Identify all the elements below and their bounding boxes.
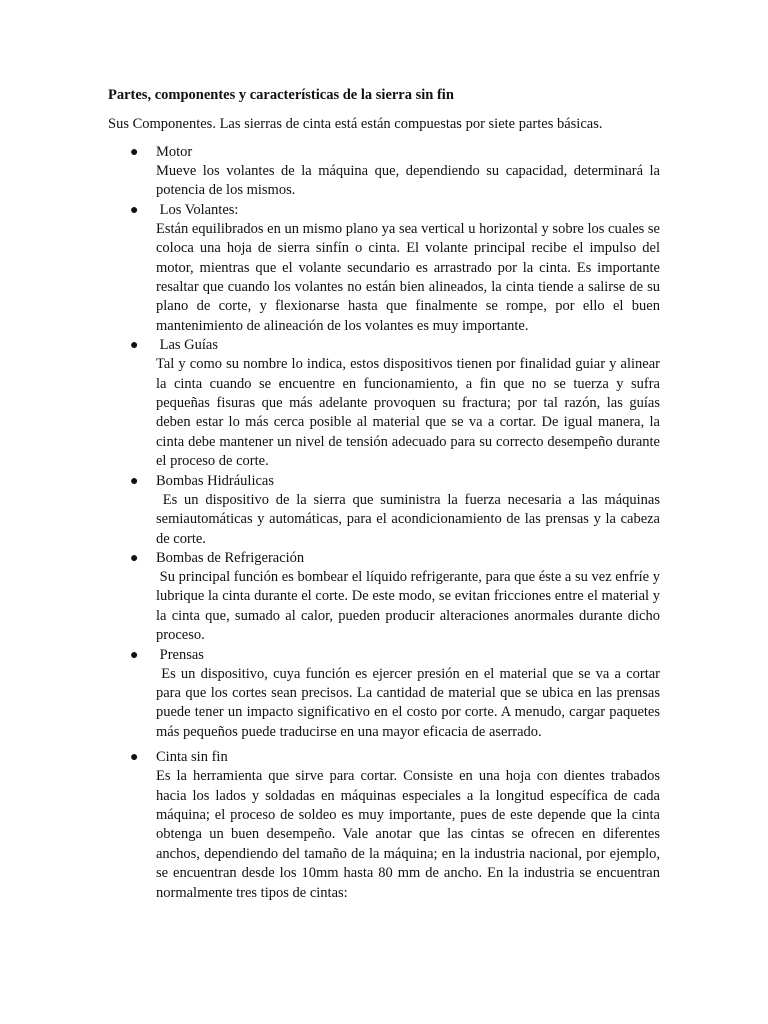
list-item-prensas: [108, 646, 664, 743]
bullet-icon: ●: [130, 338, 139, 354]
document-title: Partes, componentes y características de la sierra sin fin: [108, 87, 454, 103]
list-item-bombas-hidraulicas: [108, 472, 664, 549]
document-page: [108, 86, 664, 903]
list-item-title: Los Volantes:: [156, 201, 239, 218]
bullet-icon: ●: [130, 647, 139, 663]
list-item-description: Es un dispositivo, cuya función es ejercer presión en el material que se va a cortar para que los cortes sean precisos. La cantidad de material que se ubica en las prensas puede tener un impacto significativo en el costo por corte. A menudo, cargar paquetes más pequeños puede traducirse en una mayor eficacia de aserrado.: [156, 665, 664, 740]
list-item-description: Mueve los volantes de la máquina que, dependiendo su capacidad, determinará la potencia de los mismos.: [156, 163, 664, 199]
list-item-title: Cinta sin fin: [156, 749, 228, 766]
list-item-title: Bombas Hidráulicas: [156, 472, 274, 489]
list-item-guias: [108, 336, 664, 471]
list-item-description: Están equilibrados en un mismo plano ya sea vertical u horizontal y sobre los cuales se coloca una hoja de sierra sinfín o cinta. El volante principal recibe el impulso del motor, mientras que el volante secundario es arrastrado por la cinta. Es importante resaltar que cuando los volantes no están bien alineados, la cinta tiende a salirse de su plano de corte, y flexionarse hasta que finalmente se rompe, por ello el buen mantenimiento de alineación de los volantes es muy importante.: [156, 220, 664, 334]
bullet-icon: ●: [130, 550, 139, 566]
list-item-description: Su principal función es bombear el líquido refrigerante, para que éste a su vez enfríe y lubrique la cinta durante el corte. De este modo, se evitan fricciones entre el material y la cinta que, sumado al calor, pueden producir alteraciones anormales durante dicho proceso.: [156, 568, 664, 644]
components-list: [108, 143, 664, 903]
bullet-icon: ●: [130, 202, 139, 218]
list-item-description: Es un dispositivo de la sierra que suministra la fuerza necesaria a las máquinas semiautomáticas y automáticas, para el acondicionamiento de las prensas y la cabeza de corte.: [156, 491, 664, 547]
list-item-title: Bombas de Refrigeración: [156, 549, 305, 566]
list-item-description: Es la herramienta que sirve para cortar. Consiste en una hoja con dientes trabados hacia los lados y soldadas en máquinas especiales a la longitud específica de cada máquina; el proceso de soldeo es muy importante, pues de este depende que la cinta obtenga un buen desempeño. Vale anotar que las cintas se ofrecen en diferentes anchos, dependiendo del tamaño de la máquina; en la industria nacional, por ejemplo, se encuentran desde los 10mm hasta 80 mm de ancho. En la industria se encuentran normalmente tres tipos de cintas:: [156, 768, 664, 901]
list-item-volantes: [108, 201, 664, 336]
list-item-title: Motor: [156, 144, 193, 160]
bullet-icon: ●: [130, 750, 139, 766]
list-item-title: Las Guías: [156, 337, 219, 354]
list-item-description: Tal y como su nombre lo indica, estos dispositivos tienen por finalidad guiar y alinear la cinta cuando se encuentre en funcionamiento, a fin que no se tuerza y sufra pequeñas fisuras que más adelante provoquen su fractura; por tal razón, las guías deben estar lo más cerca posible al material que se va a cortar. De igual manera, la cinta debe mantener un nivel de tensión adecuado para su correcto desempeño durante el proceso de corte.: [156, 356, 664, 470]
intro-paragraph: Sus Componentes. Las sierras de cinta está están compuestas por siete partes básicas.: [108, 116, 603, 132]
list-item-title: Prensas: [156, 646, 204, 663]
list-item-cinta-sin-fin: [108, 748, 664, 903]
bullet-icon: ●: [130, 473, 139, 489]
list-item-bombas-refrigeracion: [108, 549, 664, 646]
list-item-motor: [108, 143, 664, 201]
bullet-icon: ●: [130, 145, 139, 160]
